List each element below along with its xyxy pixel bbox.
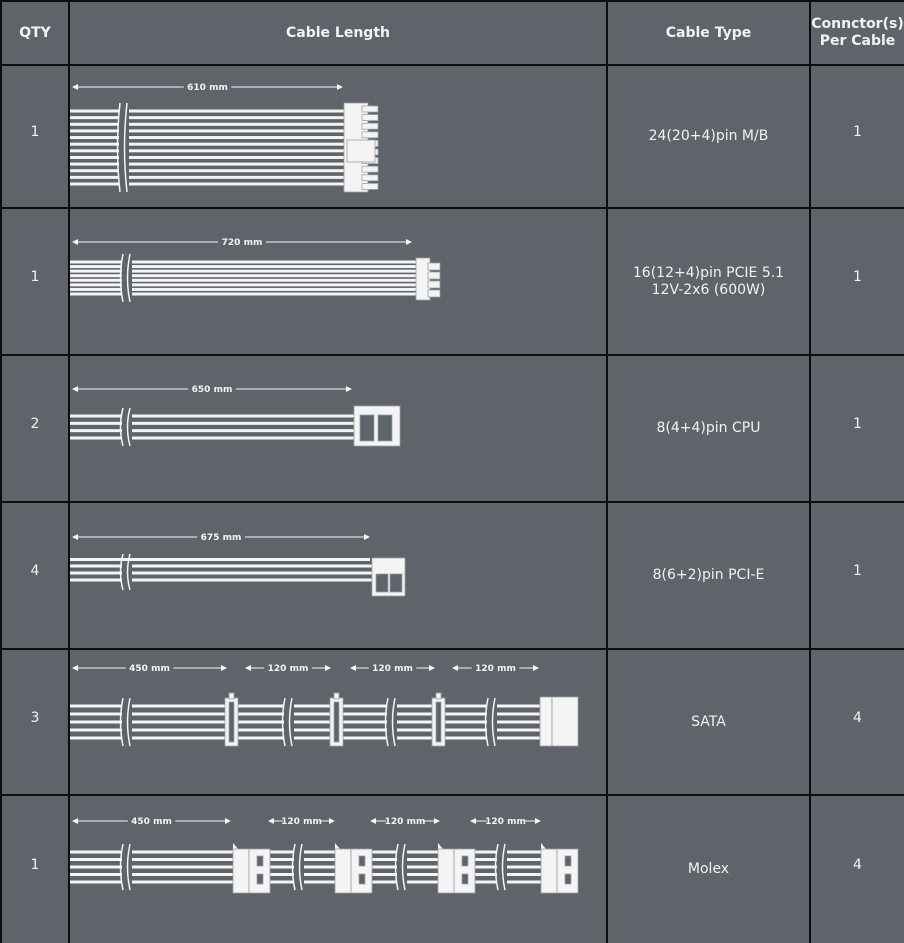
arrow-left-icon (350, 665, 356, 671)
qty-cell: 2 (2, 356, 68, 501)
wire (70, 176, 346, 179)
wire (70, 136, 346, 139)
sata-end-connector (540, 697, 552, 746)
pin-block (378, 415, 392, 441)
sata-tab (229, 693, 234, 699)
wire (70, 143, 346, 146)
connectors-cell: 1 (811, 209, 904, 354)
dimension-label: 450 mm (131, 817, 172, 827)
arrow-right-icon (533, 665, 539, 671)
wire (70, 129, 346, 132)
cable-type-cell: SATA (608, 650, 809, 794)
wire (70, 183, 346, 186)
arrow-right-icon (434, 818, 440, 824)
dimension-label: 120 mm (485, 817, 526, 827)
arrow-right-icon (346, 386, 352, 392)
molex-connector (233, 849, 249, 893)
arrow-right-icon (337, 84, 343, 90)
connector-pin (428, 263, 440, 270)
molex-pin (565, 856, 571, 866)
molex-connector (541, 849, 557, 893)
dimension-label: 450 mm (129, 664, 170, 674)
header-cable-length: Cable Length (70, 2, 606, 64)
qty-cell: 3 (2, 650, 68, 794)
wire (70, 579, 373, 582)
sata-slot (334, 702, 339, 742)
molex-connector-body (249, 849, 270, 893)
wire (70, 156, 346, 159)
wire (70, 572, 373, 575)
cable-type-cell: Molex (608, 796, 809, 943)
connector-pin (362, 166, 378, 172)
arrow-left-icon (72, 534, 78, 540)
connector-pin (428, 290, 440, 297)
molex-pin (462, 874, 468, 884)
dimension-label: 650 mm (191, 385, 233, 395)
sata-slot (436, 702, 441, 742)
connectors-cell: 4 (811, 650, 904, 794)
arrow-right-icon (406, 239, 412, 245)
molex-pin (257, 856, 263, 866)
molex-connector-body (351, 849, 372, 893)
connectors-cell: 4 (811, 796, 904, 943)
qty-cell: 1 (2, 796, 68, 943)
sata-tab (436, 693, 441, 699)
header-cable-type: Cable Type (608, 2, 809, 64)
cable-type-cell: 8(4+4)pin CPU (608, 356, 809, 501)
connectors-cell: 1 (811, 356, 904, 501)
molex-pin (565, 874, 571, 884)
qty-cell: 1 (2, 209, 68, 354)
wire (70, 429, 356, 432)
molex-pin (257, 874, 263, 884)
molex-pin (359, 874, 365, 884)
molex-connector (335, 849, 351, 893)
arrow-right-icon (225, 818, 231, 824)
wire (70, 729, 542, 732)
dimension-label: 120 mm (372, 664, 413, 674)
dimension-label: 120 mm (384, 817, 426, 827)
molex-pin (359, 856, 365, 866)
molex-connector-body (557, 849, 578, 893)
sata-end-connector-body (552, 697, 578, 746)
arrow-left-icon (245, 665, 251, 671)
wire (70, 163, 346, 166)
arrow-left-icon (72, 665, 78, 671)
arrow-left-icon (452, 665, 458, 671)
wire (70, 422, 356, 425)
arrow-right-icon (221, 665, 227, 671)
wire (70, 721, 542, 724)
wire (70, 705, 542, 708)
connector-pin (362, 106, 378, 112)
molex-connector-body (454, 849, 475, 893)
wire (70, 713, 542, 716)
connector-pin (362, 175, 378, 181)
arrow-left-icon (268, 818, 274, 824)
arrow-left-icon (72, 386, 78, 392)
wire (70, 123, 346, 126)
latch (347, 140, 375, 162)
arrow-left-icon (72, 239, 78, 245)
dimension-label: 120 mm (475, 664, 516, 674)
header-connectors-per-cable: Connctor(s) Per Cable (811, 2, 904, 64)
cable-type-cell: 16(12+4)pin PCIE 5.1 12V-2x6 (600W) (608, 209, 809, 354)
arrow-left-icon (72, 818, 78, 824)
wire (70, 558, 370, 561)
sata-tab (334, 693, 339, 699)
connector-pin (428, 281, 440, 288)
arrow-left-icon (470, 818, 476, 824)
dimension-label: 610 mm (187, 83, 228, 93)
pin-block (376, 574, 388, 592)
connectors-cell: 1 (811, 503, 904, 648)
wire (70, 149, 346, 152)
wire (70, 737, 542, 740)
connectors-cell: 1 (811, 66, 904, 207)
arrow-left-icon (72, 84, 78, 90)
arrow-right-icon (535, 818, 541, 824)
qty-cell: 4 (2, 503, 68, 648)
sata-slot (229, 702, 234, 742)
connector-pin (362, 115, 378, 121)
pin-block (390, 574, 402, 592)
wire (70, 169, 346, 172)
dimension-label: 720 mm (221, 238, 263, 248)
molex-pin (462, 856, 468, 866)
header-qty: QTY (2, 2, 68, 64)
dimension-label: 120 mm (267, 664, 309, 674)
arrow-left-icon (370, 818, 376, 824)
connector-pin (362, 123, 378, 129)
dimension-label: 675 mm (200, 533, 242, 543)
cable-type-cell: 8(6+2)pin PCI-E (608, 503, 809, 648)
arrow-right-icon (429, 665, 435, 671)
pin-block (360, 415, 374, 441)
connector-pin (428, 272, 440, 279)
dimension-label: 120 mm (281, 817, 322, 827)
connector-pin (362, 132, 378, 138)
wire (70, 415, 356, 418)
molex-connector (438, 849, 454, 893)
qty-cell: 1 (2, 66, 68, 207)
arrow-right-icon (329, 818, 335, 824)
wire (70, 437, 356, 440)
cable-type-cell: 24(20+4)pin M/B (608, 66, 809, 207)
wire (70, 116, 346, 119)
wire (70, 110, 346, 113)
arrow-right-icon (364, 534, 370, 540)
wire (70, 565, 373, 568)
arrow-right-icon (325, 665, 331, 671)
connector-pin (362, 183, 378, 189)
